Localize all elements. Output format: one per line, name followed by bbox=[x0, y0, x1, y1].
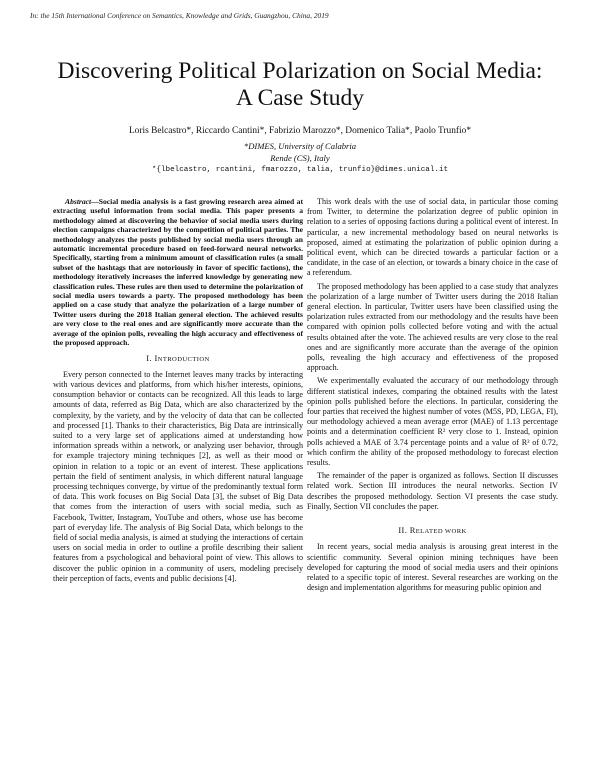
abstract-label: Abstract bbox=[65, 197, 92, 206]
section-initial: I bbox=[154, 353, 158, 363]
abstract bbox=[53, 197, 303, 348]
intro-paragraph-3: The proposed methodology has been applied to a case study that analyzes the polarization of a large number of Twitter users during the 2018 Italian general election. In particular, Twitter users have been classified using the polarization rules extracted from our methodology and the results have been compared with opinion polls collected before voting and with the actual results obtained after the vote. The achieved results are very close to the real ones and are significantly more accurate than the average of the opinion polls, revealing the high accuracy and effectiveness of the proposed approach. bbox=[307, 281, 558, 373]
section-number: I. bbox=[146, 353, 152, 363]
section-rest: NTRODUCTION bbox=[157, 355, 210, 363]
intro-paragraph-2: This work deals with the use of social data, in particular those coming from Twitter, to determine the polarization degree of public opinion in relation to a series of opposing factions during a political event of interest. In particular, a new incremental methodology based on neural networks is proposed, aimed at estimating the polarization of public opinion during a political event, which can be directed towards a particular faction or a candidate, in the case of an election, or towards a binary choice in the case of a referendum. bbox=[307, 197, 558, 278]
author-list: Loris Belcastro*, Riccardo Cantini*, Fabrizio Marozzo*, Domenico Talia*, Paolo Trunfio* bbox=[128, 126, 472, 136]
paper-title bbox=[0, 58, 600, 112]
intro-paragraph-4: We experimentally evaluated the accuracy of our methodology through different statistical indexes, comparing the obtained results with the latest opinion polls published before the elections. In particular, considering the four parties that received the highest number of votes (M5S, PD, LEGA, FI), our methodology achieved a mean average error (MAE) of 1.13 percentage points and a determination coefficient R² very close to 1. Instead, opinion polls achieved a MAE of 3.74 percentage points and a value of R² of 0.72, which confirm the ability of the proposed methodology to forecast election results. bbox=[307, 376, 558, 468]
section-number: II. bbox=[398, 526, 408, 536]
conference-note: In: the 15th International Conference on Semantics, Knowledge and Grids, Guangzhou, China, 2019 bbox=[30, 11, 329, 20]
left-column bbox=[53, 197, 303, 587]
section-heading-related-work bbox=[307, 526, 558, 537]
title-line-1: Discovering Political Polarization on Social Media: bbox=[57, 58, 543, 84]
section-heading-introduction bbox=[53, 354, 303, 365]
abstract-text: —Social media analysis is a fast growing research area aimed at extracting useful information from social media. This paper presents a methodology aimed at discovering the behavior of social media users during election campaigns characterized by the competition of political parties. The methodology analyzes the posts published by social media users through an automatic incremental procedure based on feed-forward neural networks. Specifically, starting from a minimum amount of classification rules (a small subset of the hashtags that are notoriously in favor of specific factions), the methodology iteratively increases the inferred knowledge by generating new classification rules. These rules are then used to determine the polarization of social media users towards a party. The proposed methodology has been applied on a case study that analyze the polarization of a large number of Twitter users during the 2018 Italian general election. The achieved results are very close to the real ones and are significantly more accurate than the average of the opinion polls, revealing the high accuracy and effectiveness of the proposed approach. bbox=[53, 197, 303, 348]
intro-paragraph-5: The remainder of the paper is organized as follows. Section II discusses related work. Section III introduces the neural networks. Section IV describes the proposed methodology. Section VI presents the case study. Finally, Section VII concludes the paper. bbox=[307, 471, 558, 511]
affiliation-line-1: *DIMES, University of Calabria bbox=[243, 141, 357, 151]
related-paragraph-1: In recent years, social media analysis is arousing great interest in the scientific community. Several opinion mining techniques have been developed for capturing the mood of social media users and their opinions related to a specific topic of interest. Several researches are working on the design and implementation algorithms for measuring public opinion and bbox=[307, 542, 558, 593]
intro-paragraph-1: Every person connected to the Internet leaves many tracks by interacting with various devices and platforms, from which his/her interests, opinions, consumption behavior or contacts can be recognized. All this leads to large amounts of data, referred as Big Data, which are also characterized by the complexity, by the variety, and by the velocity of data that can be collected and processed [1]. Thanks to their characteristics, Big Data are intrinsically suited to a very large set of applications aimed at understanding how information spreads within a network, or analyzing user behavior, through for example trajectory mining techniques [2], as well as their mood or opinion in relation to a topic or an event of interest. These applications pertain the field of sentiment analysis, in which different natural language processing techniques converge, by virtue of the predominantly textual form of data. This work focuses on Big Social Data [3], the subset of Big Data that comes from the interaction of users with social media, such as Facebook, Twitter, Instagram, YouTube and others, whose use has become part of everyday life. The analysis of Big Social Data, which belongs to the field of social media analysis, is aimed at studying the interactions of certain users on social media in order to outline a profile describing their salient features from a psychological and behavioral point of view. This allows to discover the public opinion in a community of users, modeling precisely their perception of facts, events and public decisions [4]. bbox=[53, 369, 303, 583]
section-rest: ELATED WORK bbox=[415, 528, 467, 536]
section-initial: R bbox=[409, 526, 416, 536]
author-emails: *{lbelcastro, rcantini, fmarozzo, talia, trunfio}@dimes.unical.it bbox=[151, 166, 449, 174]
title-line-2: A Case Study bbox=[236, 85, 364, 111]
affiliation-line-2: Rende (CS), Italy bbox=[270, 153, 330, 163]
right-column bbox=[307, 197, 558, 596]
